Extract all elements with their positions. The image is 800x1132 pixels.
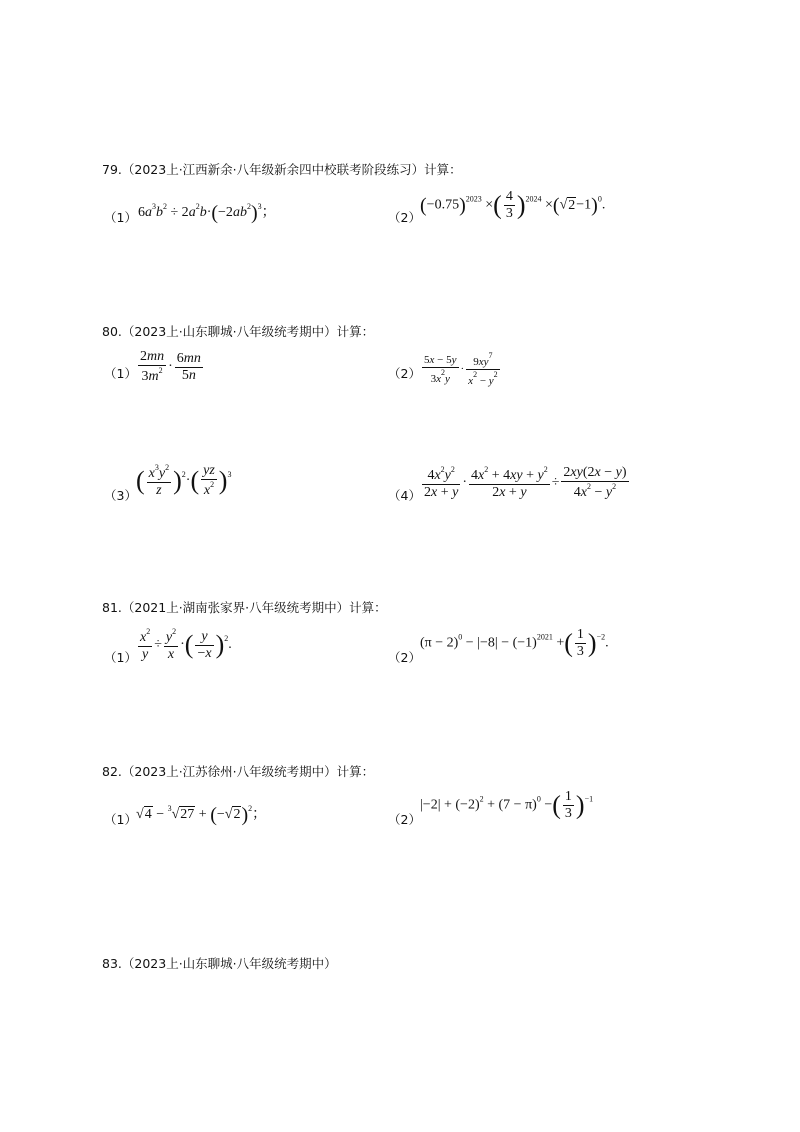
problem-82-part-2-expression: $|-2| + (-2)^2 + (7 - \pi)^0$ −( $\frac{1}{3}$ )$^{-1}$ xyxy=(420,789,594,821)
problem-80-part-2-expression: $\frac{5x - 5y}{3x^2y}$ · $\frac{9xy^7}{x^2 - y^2}$ xyxy=(424,351,498,387)
problem-80-part-4-label: （4） xyxy=(388,488,421,503)
problem-79-part-1-label: （1） xyxy=(104,210,137,225)
problem-80-part-1-label: （1） xyxy=(104,366,137,381)
problem-79-part-2-end: . xyxy=(601,197,606,213)
problem-81-part-1-expression: $\frac{x^2}{y}$ ÷ $\frac{y^2}{x}$ ·( $\frac{y}{-x}$ )$^2$. xyxy=(140,627,232,662)
problem-82-part-1-label: （1） xyxy=(104,812,137,827)
problem-79-heading: 79.（2023上·江西新余·八年级新余四中校联考阶段练习）计算： xyxy=(102,162,462,177)
problem-79-part-1-expression: $6a^3b^2 \div 2a^2b\cdot(-2ab^2)^3$； xyxy=(138,202,276,224)
problem-80-part-3-expression: ( $\frac{x^3y^2}{z}$ )$^2$·( $\frac{yz}{x^2}$ )$^3$ xyxy=(136,463,232,498)
problem-82-heading: 82.（2023上·江苏徐州·八年级统考期中）计算： xyxy=(102,764,375,779)
problem-82-part-2-label: （2） xyxy=(388,812,421,827)
problem-80-part-1-expression: $\frac{2mn}{3m^2}$ · $\frac{6mn}{5n}$ xyxy=(140,349,201,384)
problem-80-part-3-label: （3） xyxy=(104,488,137,503)
problem-79-part-2-expression: $(-0.75)^{2023}$ ×( $\frac{4}{3}$ )$^{2024} \times(√2-1)^0$. xyxy=(420,189,606,221)
problem-81-part-1-end: . xyxy=(228,637,232,653)
problem-82-part-1-end: ； xyxy=(252,807,267,823)
problem-79-part-2-label: （2） xyxy=(388,210,421,225)
problem-81-heading: 81.（2021上·湖南张家界·八年级统考期中）计算： xyxy=(102,600,387,615)
problem-81-part-2-label: （2） xyxy=(388,650,421,665)
problem-81-part-2-expression: $(\pi - 2)^0 - |-8| - (-1)^{2021}$ +( $\frac{1}{3}$ )$^{-2}$. xyxy=(420,627,609,659)
problem-79-part-1-end: ； xyxy=(261,205,276,221)
problem-80-part-2-label: （2） xyxy=(388,366,421,381)
problem-83-heading: 83.（2023上·山东聊城·八年级统考期中） xyxy=(102,956,337,971)
problem-82-part-1-expression: $√4 - ^3√27 + (-√2)^2$； xyxy=(136,804,267,826)
problem-81-part-2-end: . xyxy=(605,635,609,651)
problem-80-part-4-expression: $\frac{4x^2y^2}{2x + y}$ · $\frac{4x^2 + 4xy + y^2}{2x + y}$ ÷ $\frac{2xy(2x - y)}{4x^2 - y^2}$ xyxy=(424,465,627,500)
problem-81-part-1-label: （1） xyxy=(104,650,137,665)
problem-80-heading: 80.（2023上·山东聊城·八年级统考期中）计算： xyxy=(102,324,375,339)
